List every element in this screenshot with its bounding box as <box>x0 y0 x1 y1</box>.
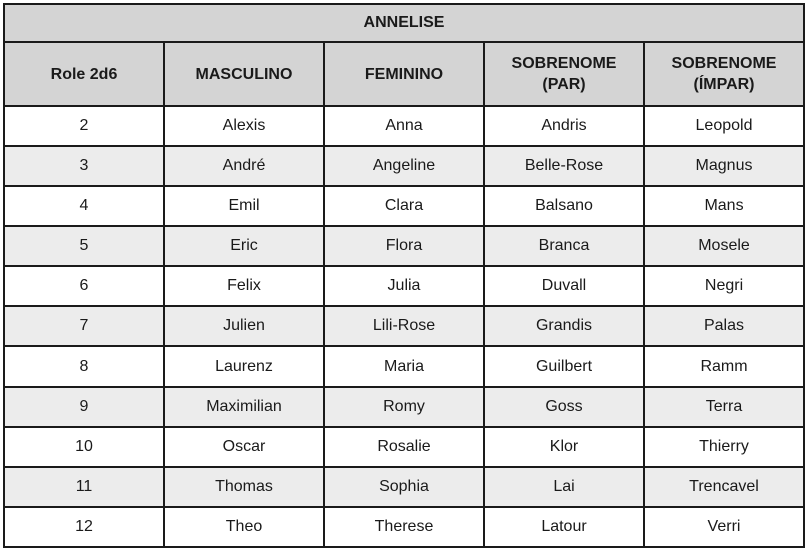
cell-surname-even: Grandis <box>484 306 644 346</box>
cell-surname-odd: Mans <box>644 186 804 226</box>
cell-surname-odd: Magnus <box>644 146 804 186</box>
cell-masculine: Felix <box>164 266 324 306</box>
cell-surname-even: Lai <box>484 467 644 507</box>
header-surname-even-label: SOBRENOME (PAR) <box>511 55 617 93</box>
name-table <box>3 3 805 548</box>
cell-roll: 3 <box>4 146 164 186</box>
table-row <box>4 427 804 467</box>
cell-masculine: Emil <box>164 186 324 226</box>
cell-surname-odd: Negri <box>644 266 804 306</box>
cell-surname-even: Belle-Rose <box>484 146 644 186</box>
cell-roll: 6 <box>4 266 164 306</box>
table-row <box>4 186 804 226</box>
table-row <box>4 507 804 547</box>
table-row <box>4 467 804 507</box>
cell-masculine: Maximilian <box>164 387 324 427</box>
table-row <box>4 387 804 427</box>
cell-feminine: Anna <box>324 106 484 146</box>
cell-roll: 11 <box>4 467 164 507</box>
cell-feminine: Angeline <box>324 146 484 186</box>
cell-masculine: Julien <box>164 306 324 346</box>
header-roll: Role 2d6 <box>4 42 164 106</box>
cell-feminine: Clara <box>324 186 484 226</box>
table-row <box>4 346 804 386</box>
cell-surname-odd: Thierry <box>644 427 804 467</box>
cell-roll: 12 <box>4 507 164 547</box>
cell-feminine: Flora <box>324 226 484 266</box>
cell-surname-even: Latour <box>484 507 644 547</box>
cell-feminine: Rosalie <box>324 427 484 467</box>
cell-roll: 7 <box>4 306 164 346</box>
cell-roll: 9 <box>4 387 164 427</box>
cell-surname-odd: Mosele <box>644 226 804 266</box>
cell-masculine: Alexis <box>164 106 324 146</box>
cell-surname-odd: Trencavel <box>644 467 804 507</box>
cell-roll: 10 <box>4 427 164 467</box>
cell-masculine: Thomas <box>164 467 324 507</box>
cell-masculine: Oscar <box>164 427 324 467</box>
cell-surname-even: Andris <box>484 106 644 146</box>
cell-masculine: Eric <box>164 226 324 266</box>
header-surname-odd-label: SOBRENOME (ÍMPAR) <box>671 55 777 93</box>
table-row <box>4 146 804 186</box>
header-masculine: MASCULINO <box>164 42 324 106</box>
cell-feminine: Lili-Rose <box>324 306 484 346</box>
cell-feminine: Sophia <box>324 467 484 507</box>
header-surname-odd <box>644 42 804 106</box>
cell-masculine: Laurenz <box>164 346 324 386</box>
cell-surname-odd: Leopold <box>644 106 804 146</box>
table-row <box>4 106 804 146</box>
header-surname-even <box>484 42 644 106</box>
table-row <box>4 266 804 306</box>
header-row <box>4 42 804 106</box>
table-title: ANNELISE <box>4 4 804 42</box>
cell-surname-even: Klor <box>484 427 644 467</box>
cell-masculine: Theo <box>164 507 324 547</box>
cell-feminine: Maria <box>324 346 484 386</box>
header-feminine: FEMININO <box>324 42 484 106</box>
cell-surname-even: Branca <box>484 226 644 266</box>
cell-masculine: André <box>164 146 324 186</box>
cell-surname-even: Balsano <box>484 186 644 226</box>
cell-roll: 8 <box>4 346 164 386</box>
cell-feminine: Therese <box>324 507 484 547</box>
cell-surname-even: Goss <box>484 387 644 427</box>
cell-roll: 4 <box>4 186 164 226</box>
cell-roll: 5 <box>4 226 164 266</box>
cell-surname-odd: Palas <box>644 306 804 346</box>
cell-feminine: Julia <box>324 266 484 306</box>
cell-surname-odd: Ramm <box>644 346 804 386</box>
cell-surname-even: Guilbert <box>484 346 644 386</box>
table-row <box>4 306 804 346</box>
cell-feminine: Romy <box>324 387 484 427</box>
cell-surname-even: Duvall <box>484 266 644 306</box>
cell-surname-odd: Verri <box>644 507 804 547</box>
table-row <box>4 226 804 266</box>
cell-roll: 2 <box>4 106 164 146</box>
cell-surname-odd: Terra <box>644 387 804 427</box>
